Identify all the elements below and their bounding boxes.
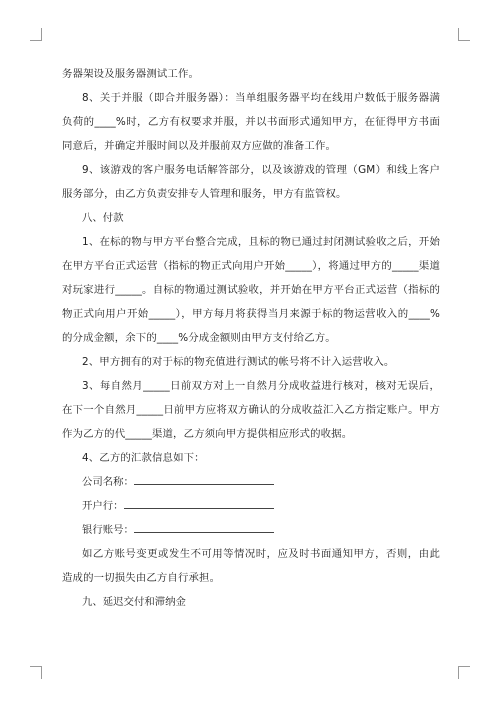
payment-clause-4: 4、乙方的汇款信息如下：: [82, 452, 205, 464]
payment-clause-1: 1、在标的物与甲方平台整合完成，且标的物已通过封闭测试验收之后，开始在甲方平台正式运营（指标的物正式向用户开始_____），将通过甲方的_____渠道对玩家进行_____。自标的物通过测试验收，并开始在甲方平台正式运营（指标的物正式向用户开始_____），甲方每月将获得当月来源于标的物运营收入的____%的分成金额，余下的____%分成金额则由甲方支付给乙方。: [62, 236, 440, 344]
bank-label: 开户行：: [82, 500, 124, 512]
account-field: [62, 518, 440, 542]
crop-mark-top-right: [458, 28, 470, 41]
section-heading-late-delivery: 九、延迟交付和滞纳金: [82, 596, 186, 608]
account-change-notice: 如乙方账号变更或发生不可用等情况时，应及时书面通知甲方，否则，由此造成的一切损失由乙方自行承担。: [62, 548, 440, 584]
crop-mark-bottom-left: [30, 666, 42, 679]
section-heading-payment: 八、付款: [82, 212, 124, 224]
company-name-blank: [134, 474, 274, 485]
clause-9-customer-service: 9、该游戏的客户服务电话解答部分，以及该游戏的管理（GM）和线上客户服务部分，由乙方负责安排专人管理和服务，甲方有监管权。: [62, 164, 440, 200]
document-page: [62, 62, 440, 614]
account-label: 银行账号：: [82, 524, 134, 536]
bank-blank: [124, 498, 274, 509]
crop-mark-bottom-right: [458, 666, 470, 679]
paragraph-continuation: 务器架设及服务器测试工作。: [62, 68, 200, 80]
company-name-field: [62, 470, 440, 494]
payment-clause-2: 2、甲方拥有的对于标的物充值进行测试的帐号将不计入运营收入。: [82, 356, 395, 368]
account-blank: [134, 522, 274, 533]
bank-field: [62, 494, 440, 518]
company-name-label: 公司名称：: [82, 476, 134, 488]
crop-mark-top-left: [30, 28, 42, 41]
payment-clause-3: 3、每自然月_____日前双方对上一自然月分成收益进行核对，核对无误后，在下一个自然月_____日前甲方应将双方确认的分成收益汇入乙方指定账户。甲方作为乙方的代_____渠道，乙方须向甲方提供相应形式的收据。: [62, 380, 440, 440]
clause-8-server-merge: 8、关于并服（即合并服务器）：当单组服务器平均在线用户数低于服务器满负荷的____%时，乙方有权要求并服，并以书面形式通知甲方，在征得甲方书面同意后，并确定并服时间以及并服前双方应做的准备工作。: [62, 92, 440, 152]
